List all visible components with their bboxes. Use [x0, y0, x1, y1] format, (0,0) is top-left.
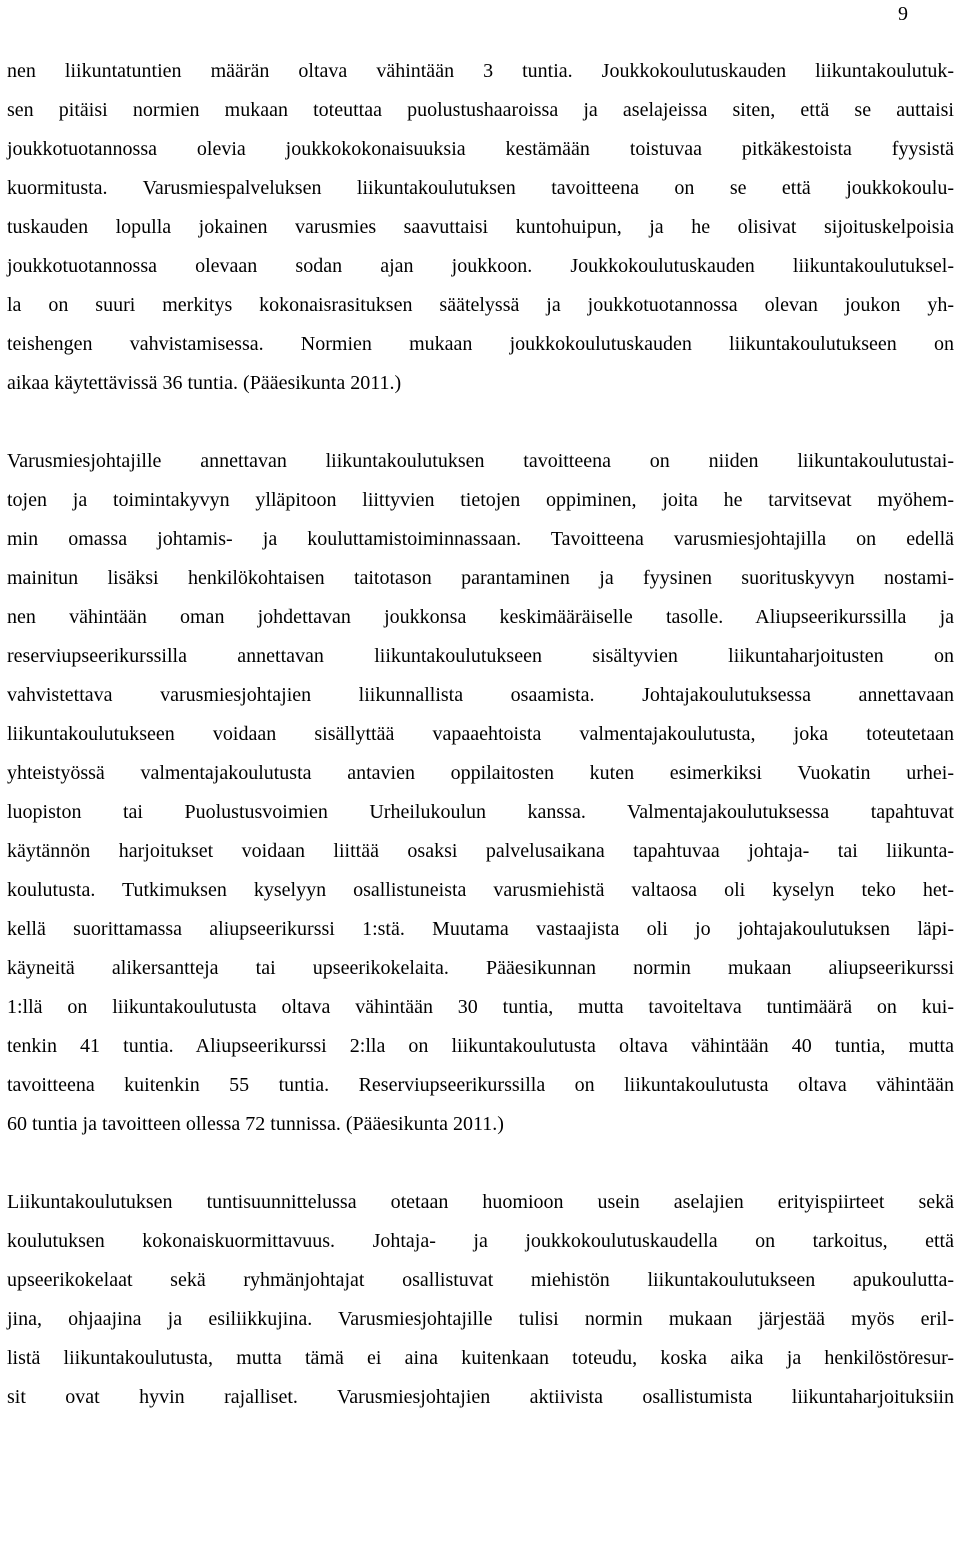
- text-line: vahvistettava varusmiesjohtajien liikunnallista osaamista. Johtajakoulutuksessa annettavaan: [7, 684, 954, 706]
- text-line: 1:llä on liikuntakoulutusta oltava vähintään 30 tuntia, mutta tavoiteltava tuntimäärä on kui-: [7, 996, 954, 1018]
- document-body: [7, 52, 954, 1417]
- text-line: tuskauden lopulla jokainen varusmies saavuttaisi kuntohuipun, ja he olisivat sijoituskelpoisia: [7, 216, 954, 238]
- text-line: yhteistyössä valmentajakoulutusta antavien oppilaitosten kuten esimerkiksi Vuokatin urhei-: [7, 762, 954, 784]
- text-line: tenkin 41 tuntia. Aliupseerikurssi 2:lla on liikuntakoulutusta oltava vähintään 40 tuntia, mutta: [7, 1035, 954, 1057]
- text-line: nen vähintään oman johdettavan joukkonsa keskimääräiselle tasolle. Aliupseerikurssilla ja: [7, 606, 954, 628]
- text-line: luopiston tai Puolustusvoimien Urheilukoulun kanssa. Valmentajakoulutuksessa tapahtuvat: [7, 801, 954, 823]
- text-line: käyneitä alikersantteja tai upseerikokelaita. Pääesikunnan normin mukaan aliupseerikurssi: [7, 957, 954, 979]
- text-line: jina, ohjaajina ja esiliikkujina. Varusmiesjohtajille tulisi normin mukaan järjestää myös eril-: [7, 1308, 954, 1330]
- page-number: 9: [898, 3, 908, 25]
- text-line: Varusmiesjohtajille annettavan liikuntakoulutuksen tavoitteena on niiden liikuntakoulutustai-: [7, 450, 954, 472]
- paragraph: [7, 52, 954, 403]
- text-line: tojen ja toimintakyvyn ylläpitoon liittyvien tietojen oppiminen, joita he tarvitsevat myöhem-: [7, 489, 954, 511]
- text-line: la on suuri merkitys kokonaisrasituksen säätelyssä ja joukkotuotannossa olevan joukon yh-: [7, 294, 954, 316]
- paragraph-spacer: [7, 1144, 954, 1183]
- text-line: kuormitusta. Varusmiespalveluksen liikuntakoulutuksen tavoitteena on se että joukkokoulu-: [7, 177, 954, 199]
- paragraph-spacer: [7, 403, 954, 442]
- text-line: koulutusta. Tutkimuksen kyselyyn osallistuneista varusmiehistä valtaosa oli kyselyn teko het-: [7, 879, 954, 901]
- text-line: sit ovat hyvin rajalliset. Varusmiesjohtajien aktiivista osallistumista liikuntaharjoituksiin: [7, 1386, 954, 1408]
- text-line: upseerikokelaat sekä ryhmänjohtajat osallistuvat miehistön liikuntakoulutukseen apukoulutta-: [7, 1269, 954, 1291]
- text-line: teishengen vahvistamisessa. Normien mukaan joukkokoulutuskauden liikuntakoulutukseen on: [7, 333, 954, 355]
- text-line: kellä suorittamassa aliupseerikurssi 1:stä. Muutama vastaajista oli jo johtajakoulutuksen läpi-: [7, 918, 954, 940]
- text-line: nen liikuntatuntien määrän oltava vähintään 3 tuntia. Joukkokoulutuskauden liikuntakoulutuk-: [7, 60, 954, 82]
- paragraph: [7, 1183, 954, 1417]
- text-line: koulutuksen kokonaiskuormittavuus. Johtaja- ja joukkokoulutuskaudella on tarkoitus, että: [7, 1230, 954, 1252]
- text-line: listä liikuntakoulutusta, mutta tämä ei aina kuitenkaan toteudu, koska aika ja henkilöstöresur-: [7, 1347, 954, 1369]
- text-line: min omassa johtamis- ja kouluttamistoiminnassaan. Tavoitteena varusmiesjohtajilla on edellä: [7, 528, 954, 550]
- text-line: 60 tuntia ja tavoitteen ollessa 72 tunnissa. (Pääesikunta 2011.): [7, 1113, 504, 1135]
- text-line: joukkotuotannossa olevaan sodan ajan joukkoon. Joukkokoulutuskauden liikuntakoulutuksel-: [7, 255, 954, 277]
- text-line: reserviupseerikurssilla annettavan liikuntakoulutukseen sisältyvien liikuntaharjoitusten on: [7, 645, 954, 667]
- text-line: Liikuntakoulutuksen tuntisuunnittelussa otetaan huomioon usein aselajien erityispiirteet sekä: [7, 1191, 954, 1213]
- text-line: liikuntakoulutukseen voidaan sisällyttää vapaaehtoista valmentajakoulutusta, joka toteutetaan: [7, 723, 954, 745]
- text-line: mainitun lisäksi henkilökohtaisen taitotason parantaminen ja fyysinen suorituskyvyn nostami-: [7, 567, 954, 589]
- paragraph: [7, 442, 954, 1144]
- text-line: joukkotuotannossa olevia joukkokokonaisuuksia kestämään toistuvaa pitkäkestoista fyysistä: [7, 138, 954, 160]
- text-line: käytännön harjoitukset voidaan liittää osaksi palvelusaikana tapahtuvaa johtaja- tai liikunta-: [7, 840, 954, 862]
- text-line: tavoitteena kuitenkin 55 tuntia. Reserviupseerikurssilla on liikuntakoulutusta oltava vähintään: [7, 1074, 954, 1096]
- text-line: sen pitäisi normien mukaan toteuttaa puolustushaaroissa ja aselajeissa siten, että se auttaisi: [7, 99, 954, 121]
- text-line: aikaa käytettävissä 36 tuntia. (Pääesikunta 2011.): [7, 372, 402, 394]
